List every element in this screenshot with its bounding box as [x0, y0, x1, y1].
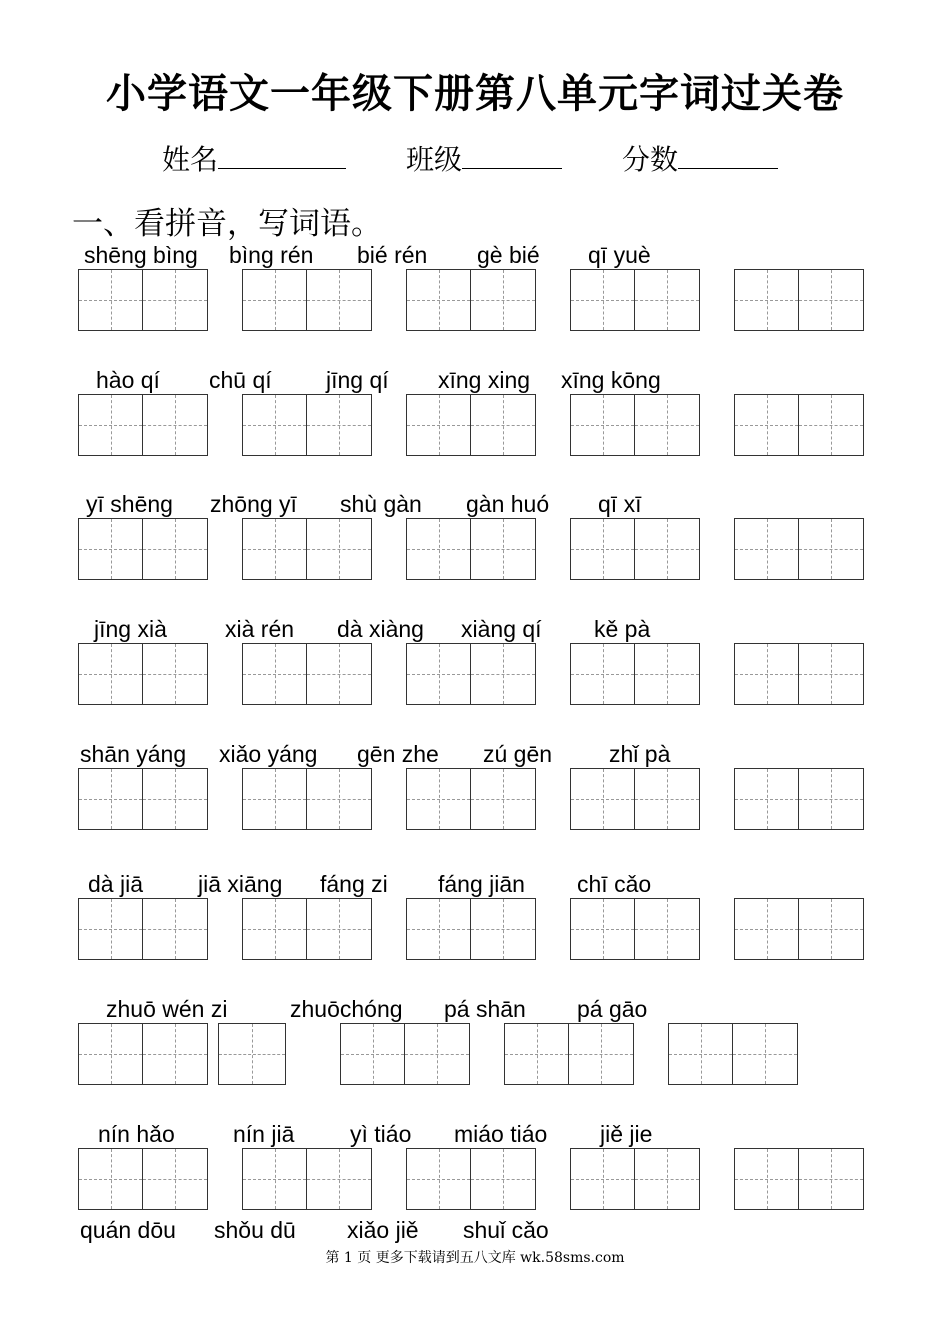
pinyin-label: jīng qí — [326, 367, 389, 393]
character-cell[interactable] — [307, 1149, 371, 1209]
pinyin-label: bié rén — [357, 242, 428, 268]
pinyin-label: shǒu dū — [214, 1217, 296, 1243]
writing-grid[interactable] — [570, 269, 700, 331]
pinyin-label: chī cǎo — [577, 871, 652, 897]
writing-grid[interactable] — [242, 898, 372, 960]
character-cell[interactable] — [307, 899, 371, 959]
pinyin-label: yì tiáo — [350, 1121, 412, 1147]
character-cell[interactable] — [307, 395, 371, 455]
class-field — [406, 138, 562, 178]
character-cell[interactable] — [635, 270, 699, 330]
character-cell[interactable] — [471, 644, 535, 704]
character-cell[interactable] — [635, 395, 699, 455]
writing-grid[interactable] — [570, 518, 700, 580]
character-cell[interactable] — [143, 644, 207, 704]
writing-grid[interactable] — [406, 394, 536, 456]
character-cell[interactable] — [571, 1149, 635, 1209]
page-footer: 第 1 页 更多下载请到五八文库 wk.58sms.com — [325, 1250, 625, 1266]
writing-grid[interactable] — [570, 768, 700, 830]
pinyin-label: jiě jie — [600, 1121, 653, 1147]
pinyin-label: zhǐ pà — [609, 741, 671, 767]
character-cell[interactable] — [143, 270, 207, 330]
character-cell[interactable] — [505, 1024, 569, 1084]
character-cell[interactable] — [571, 769, 635, 829]
writing-grid[interactable] — [242, 518, 372, 580]
page-title: 小学语文一年级下册第八单元字词过关卷 — [106, 71, 844, 117]
character-cell[interactable] — [735, 1149, 799, 1209]
character-cell[interactable] — [735, 899, 799, 959]
character-cell[interactable] — [407, 270, 471, 330]
character-cell[interactable] — [471, 395, 535, 455]
pinyin-label: zú gēn — [483, 741, 553, 767]
character-cell[interactable] — [243, 395, 307, 455]
writing-grid[interactable] — [78, 269, 208, 331]
character-cell[interactable] — [799, 769, 863, 829]
character-cell[interactable] — [635, 519, 699, 579]
character-cell[interactable] — [569, 1024, 633, 1084]
pinyin-label: nín hǎo — [98, 1121, 175, 1147]
character-cell[interactable] — [799, 899, 863, 959]
character-cell[interactable] — [471, 519, 535, 579]
character-cell[interactable] — [143, 395, 207, 455]
character-cell[interactable] — [79, 1024, 143, 1084]
pinyin-label: jīng xià — [94, 616, 167, 642]
character-cell[interactable] — [243, 644, 307, 704]
pinyin-label: xià rén — [225, 616, 295, 642]
class-label: 班级 — [406, 143, 463, 176]
character-cell[interactable] — [143, 1024, 207, 1084]
writing-grid[interactable] — [78, 394, 208, 456]
character-cell[interactable] — [635, 769, 699, 829]
writing-grid[interactable] — [78, 768, 208, 830]
pinyin-label: pá gāo — [577, 996, 648, 1022]
writing-grid[interactable] — [734, 1148, 864, 1210]
character-cell[interactable] — [733, 1024, 797, 1084]
character-cell[interactable] — [243, 519, 307, 579]
character-cell[interactable] — [735, 644, 799, 704]
character-cell[interactable] — [307, 519, 371, 579]
character-cell[interactable] — [243, 899, 307, 959]
pinyin-label: fáng zi — [320, 871, 388, 897]
pinyin-label: xiǎo yáng — [219, 741, 318, 767]
pinyin-label: zhōng yī — [210, 491, 297, 517]
character-cell[interactable] — [307, 644, 371, 704]
writing-grid[interactable] — [734, 768, 864, 830]
writing-grid[interactable] — [78, 898, 208, 960]
character-cell[interactable] — [635, 644, 699, 704]
character-cell[interactable] — [341, 1024, 405, 1084]
character-cell[interactable] — [405, 1024, 469, 1084]
writing-grid[interactable] — [668, 1023, 798, 1085]
character-cell[interactable] — [407, 644, 471, 704]
pinyin-label: shù gàn — [340, 491, 422, 517]
score-blank[interactable] — [678, 140, 778, 169]
pinyin-label: kě pà — [594, 616, 651, 642]
pinyin-label: qī yuè — [588, 242, 651, 268]
character-cell[interactable] — [571, 270, 635, 330]
pinyin-label: pá shān — [444, 996, 526, 1022]
writing-grid[interactable] — [570, 1148, 700, 1210]
character-cell[interactable] — [799, 519, 863, 579]
writing-grid[interactable] — [570, 643, 700, 705]
pinyin-label: xiàng qí — [461, 616, 542, 642]
character-cell[interactable] — [735, 395, 799, 455]
writing-grid[interactable] — [734, 269, 864, 331]
writing-grid[interactable] — [78, 1148, 208, 1210]
writing-grid[interactable] — [734, 394, 864, 456]
character-cell[interactable] — [143, 1149, 207, 1209]
name-label: 姓名 — [162, 143, 219, 176]
writing-grid[interactable] — [406, 898, 536, 960]
character-cell[interactable] — [219, 1024, 285, 1084]
score-field — [622, 138, 778, 178]
character-cell[interactable] — [79, 769, 143, 829]
character-cell[interactable] — [471, 769, 535, 829]
pinyin-label: quán dōu — [80, 1217, 176, 1243]
writing-grid[interactable] — [734, 643, 864, 705]
score-label: 分数 — [622, 143, 679, 176]
character-cell[interactable] — [571, 644, 635, 704]
character-cell[interactable] — [307, 270, 371, 330]
writing-grid[interactable] — [340, 1023, 470, 1085]
writing-grid[interactable] — [570, 898, 700, 960]
writing-grid[interactable] — [570, 394, 700, 456]
pinyin-label: shēng bìng — [84, 242, 198, 268]
character-cell[interactable] — [243, 1149, 307, 1209]
character-cell[interactable] — [243, 270, 307, 330]
pinyin-label: gēn zhe — [357, 741, 439, 767]
pinyin-label: qī xī — [598, 491, 642, 517]
writing-grid[interactable] — [242, 643, 372, 705]
character-cell[interactable] — [407, 395, 471, 455]
character-cell[interactable] — [407, 519, 471, 579]
pinyin-label: zhuōchóng — [290, 996, 403, 1022]
pinyin-label: chū qí — [209, 367, 272, 393]
character-cell[interactable] — [143, 519, 207, 579]
character-cell[interactable] — [79, 395, 143, 455]
pinyin-label: bìng rén — [229, 242, 314, 268]
writing-grid[interactable] — [242, 768, 372, 830]
character-cell[interactable] — [799, 395, 863, 455]
section-heading: 一、看拼音，写词语。 — [72, 206, 382, 242]
pinyin-label: xīng xing — [438, 367, 531, 393]
character-cell[interactable] — [243, 769, 307, 829]
writing-grid[interactable] — [504, 1023, 634, 1085]
character-cell[interactable] — [79, 899, 143, 959]
writing-grid[interactable] — [406, 1148, 536, 1210]
pinyin-label: shān yáng — [80, 741, 187, 767]
character-cell[interactable] — [79, 644, 143, 704]
character-cell[interactable] — [471, 270, 535, 330]
character-cell[interactable] — [307, 769, 371, 829]
character-cell[interactable] — [571, 395, 635, 455]
character-cell[interactable] — [407, 899, 471, 959]
pinyin-label: nín jiā — [233, 1121, 295, 1147]
character-cell[interactable] — [471, 899, 535, 959]
writing-grid[interactable] — [218, 1023, 286, 1085]
writing-grid[interactable] — [78, 1023, 208, 1085]
character-cell[interactable] — [143, 769, 207, 829]
pinyin-label: yī shēng — [86, 491, 173, 517]
pinyin-label: jiā xiāng — [198, 871, 283, 897]
writing-grid[interactable] — [242, 269, 372, 331]
writing-grid[interactable] — [406, 768, 536, 830]
name-field — [162, 138, 346, 178]
class-blank[interactable] — [462, 140, 562, 169]
pinyin-label: xiǎo jiě — [347, 1217, 419, 1243]
pinyin-label: shuǐ cǎo — [463, 1217, 549, 1243]
pinyin-label: gè bié — [477, 242, 540, 268]
character-cell[interactable] — [407, 769, 471, 829]
writing-grid[interactable] — [242, 1148, 372, 1210]
writing-grid[interactable] — [242, 394, 372, 456]
character-cell[interactable] — [735, 769, 799, 829]
character-cell[interactable] — [471, 1149, 535, 1209]
writing-grid[interactable] — [406, 518, 536, 580]
character-cell[interactable] — [79, 519, 143, 579]
character-cell[interactable] — [79, 270, 143, 330]
writing-grid[interactable] — [734, 518, 864, 580]
pinyin-label: dà xiàng — [337, 616, 424, 642]
pinyin-label: fáng jiān — [438, 871, 525, 897]
pinyin-label: hào qí — [96, 367, 160, 393]
pinyin-label: xīng kōng — [561, 367, 661, 393]
pinyin-label: dà jiā — [88, 871, 143, 897]
character-cell[interactable] — [635, 1149, 699, 1209]
character-cell[interactable] — [735, 519, 799, 579]
character-cell[interactable] — [635, 899, 699, 959]
character-cell[interactable] — [799, 1149, 863, 1209]
writing-grid[interactable] — [78, 643, 208, 705]
character-cell[interactable] — [571, 899, 635, 959]
character-cell[interactable] — [735, 270, 799, 330]
pinyin-label: zhuō wén zi — [106, 996, 228, 1022]
character-cell[interactable] — [407, 1149, 471, 1209]
writing-grid[interactable] — [78, 518, 208, 580]
pinyin-label: miáo tiáo — [454, 1121, 548, 1147]
pinyin-label: gàn huó — [466, 491, 550, 517]
character-cell[interactable] — [669, 1024, 733, 1084]
character-cell[interactable] — [571, 519, 635, 579]
name-blank[interactable] — [218, 140, 346, 169]
character-cell[interactable] — [799, 644, 863, 704]
character-cell[interactable] — [799, 270, 863, 330]
writing-grid[interactable] — [406, 643, 536, 705]
writing-grid[interactable] — [734, 898, 864, 960]
writing-grid[interactable] — [406, 269, 536, 331]
character-cell[interactable] — [143, 899, 207, 959]
character-cell[interactable] — [79, 1149, 143, 1209]
